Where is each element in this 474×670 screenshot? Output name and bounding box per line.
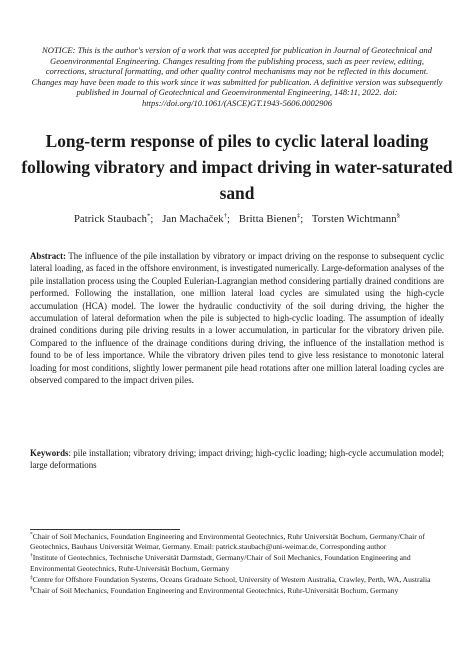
abstract [30, 250, 444, 386]
footnote-1: *Chair of Soil Mechanics, Foundation Engineering and Environmental Geotechnics, Ruhr Universität Bochum, Germany/Chair of Geotechnics, Bauhaus Universität Weimar, Germany. Email: patrick.staubach@uni-weimar.de, Corresponding author [30, 531, 426, 552]
author-1-mark: * [147, 212, 151, 219]
footnote-3: ‡Centre for Offshore Foundation Systems, Oceans Graduate School, University of Western Australia, Crawley, Perth, WA, Australia [30, 574, 431, 584]
abstract-label: Abstract: [30, 251, 66, 261]
publication-notice: NOTICE: This is the author's version of a work that was accepted for publication in Journal of Geotechnical and Geoenvironmental Engineering. Changes resulting from the publishing process, such as peer review, editing, corrections, structural formatting, and other quality control mechanisms may not be reflected in this document. Changes may have been made to this work since it was submitted for publication. A definitive version was subsequently published in Journal of Geotechnical and Geoenvironmental Engineering, 148:11, 2022. doi: https://doi.org/10.1061/(ASCE)GT.1943-5606.0002906 [31, 45, 443, 108]
footnote-2: †Institute of Geotechnics, Technische Universität Darmstadt, Germany/Chair of Soil Mechanics, Foundation Engineering and Environmental Geotechnics, Ruhr-Universität Bochum, Germany [30, 552, 411, 573]
author-1: Patrick Staubach* [73, 212, 151, 225]
keywords [30, 447, 444, 472]
author-list: Patrick Staubach*; Jan Machaček†; Britta Bienen‡; Torsten Wichtmann§ [73, 212, 401, 225]
keywords-label: Keywords [30, 448, 69, 458]
footnote-rule [30, 529, 180, 530]
author-2-mark: † [223, 212, 228, 219]
author-3: Britta Bienen‡ [238, 212, 301, 225]
author-2: Jan Machaček† [162, 212, 228, 225]
footnotes [30, 532, 444, 597]
keywords-text: : pile installation; vibratory driving; impact driving; high-cyclic loading; high-cycle accumulation model; large deformations [30, 448, 444, 471]
author-3-mark: ‡ [296, 212, 301, 219]
footnote-4: §Chair of Soil Mechanics, Foundation Engineering and Environmental Geotechnics, Ruhr-Universität Bochum, Germany [30, 585, 399, 596]
author-4-mark: § [396, 212, 401, 219]
abstract-text: The influence of the pile installation by vibratory or impact driving on the response to subsequent cyclic lateral loading, as faced in the offshore environment, is investigated numerically. Large-deformation analyses of the pile installation process using the Coupled Eulerian-Lagrangian method considering partially drained conditions are performed. Following the installation, one million lateral load cycles are simulated using the high-cycle accumulation (HCA) model. The lower the hydraulic conductivity of the soil during driving, the higher the accumulation of lateral deformation when the pile is subjected to high-cyclic loading. The assumption of ideally drained conditions during pile driving results in a lower accumulation, in particular for the vibratory driven pile. Compared to the influence of the drainage conditions during driving, the influence of the installation method is found to be of less importance. While the vibratory driven piles tend to give less resistance to monotonic lateral loading for most conditions, slightly lower permanent pile head rotations after one million lateral loading cycles are observed compared to the impact driven piles. [30, 251, 445, 386]
paper-title: Long-term response of piles to cyclic lateral loading following vibratory and impact driving in water-saturated sand [21, 131, 453, 203]
author-4: Torsten Wichtmann§ [311, 212, 401, 225]
